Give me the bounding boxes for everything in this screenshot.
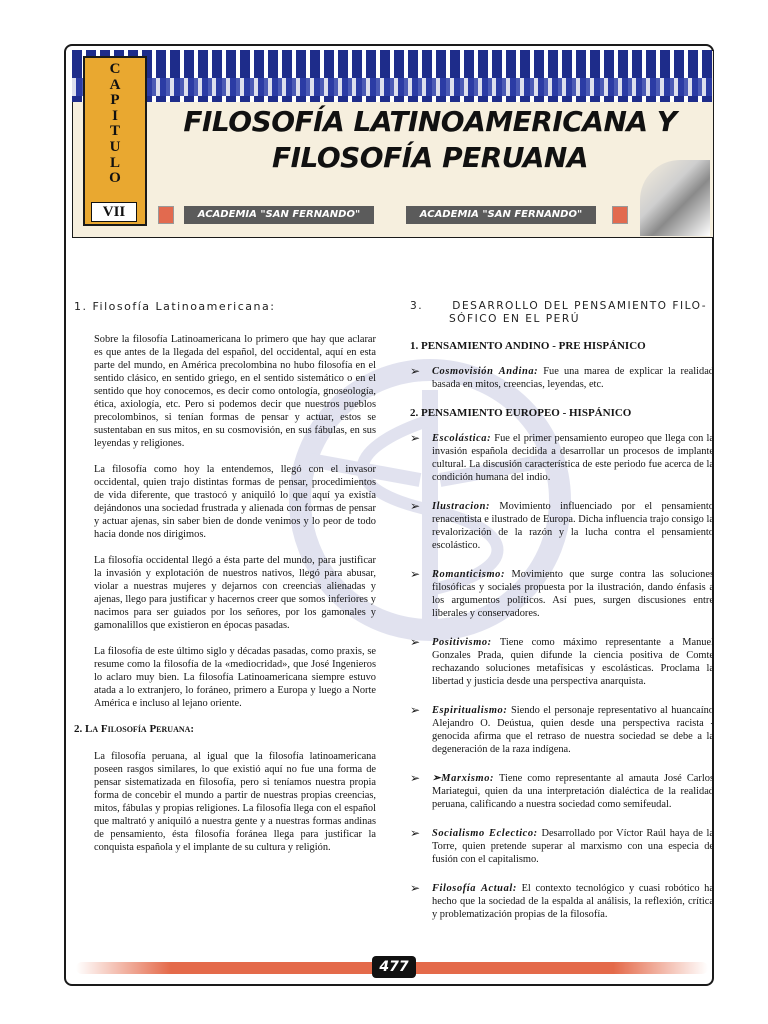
arrow-bullet-icon: ➢	[410, 364, 421, 378]
item-term: Ilustracion:	[432, 501, 491, 512]
chapter-letter: I	[112, 107, 118, 124]
item-term: ➢Marxismo:	[432, 773, 495, 784]
header-stripes-accent	[72, 78, 712, 96]
arrow-bullet-icon: ➢	[410, 499, 421, 513]
list-item	[410, 500, 714, 552]
list-item	[410, 432, 714, 484]
academy-bar	[156, 206, 626, 224]
paragraph: La filosofía occidental llegó a ésta parte del mundo, para justificar la invasión y explotación de nuestros nativos, llegó para abusar, violar a nuestras mujeres y dejarnos con creencias alienadas y ajenas, llego para justificar y hacernos creer que somos inferiores y nacimos para ser guiados por los señores, por los gamonales y gamonalillos que existieron en épocas pasadas.	[94, 555, 376, 631]
paragraph: Sobre la filosofía Latinoamericana lo primero que hay que aclarar es que antes de la llegada del español, del occidental, aquí en esta parte del mundo, en América precolombina no hubo filosofía en el sentido clásico, en sentido griego, en el sentido sistemático o en el sentido que hoy conocemos, es decir como ontología, gnoseología, ética, axiología, etc. Pero si podemos decir que nuestros pueblos precolombinos, si tenían formas de pensar y actuar, estos se sustentaban en sus mitos, en su cosmovisión, en sus fábulas, en sus leyendas y religiones.	[94, 334, 376, 449]
academy-label-right: ACADEMIA "SAN FERNANDO"	[406, 206, 596, 224]
chapter-letter: P	[110, 92, 120, 109]
subheading-andino: 1. PENSAMIENTO ANDINO - PRE HISPÁNICO	[410, 340, 646, 352]
item-term: Socialismo Eclectico:	[432, 828, 538, 839]
chapter-badge	[83, 56, 147, 226]
section-1-body	[74, 333, 376, 710]
item-term: Positivismo:	[432, 637, 492, 648]
page-curl-decoration	[640, 160, 710, 236]
right-column	[410, 300, 714, 937]
section-heading-3: 3. DESARROLLO DEL PENSAMIENTO FILO- SÓFICO EN EL PERÚ	[410, 300, 708, 325]
chapter-letter: T	[109, 123, 120, 140]
item-text: Desarrollado por Víctor Raúl haya de la Torre, quien pretende superar al marxismo con una especia de fusión con el capitalismo.	[432, 828, 714, 865]
item-term: Cosmovisión Andina:	[432, 366, 539, 377]
item-term: Espiritualismo:	[432, 705, 508, 716]
page-number: 477	[372, 956, 416, 978]
chapter-number: VII	[91, 202, 137, 222]
item-text: Fue el primer pensamiento europeo que llega con la invasión española decidida a desarrollar un procesos de implante cultural. La discusión característica de este periodo fue acerca de la condición humana del indio.	[432, 433, 714, 483]
paragraph: La filosofía peruana, al igual que la filosofía latinoamericana poseen rasgos similares, lo que existió aquí no fue una forma de pensar sistematizada en filosofía, pero si teníamos nuestra propia forma de concebir el mundo a partir de nuestras propias creencias, mitos, fábulas y propias religiones. La filosofía llega con el español que maltrató y aniquiló a nuestra gente y a nuestras formas andinas de pensamiento, ésta filosofía foránea llega para justificar la conquista española y el implante de su cultura y religión.	[94, 751, 376, 853]
item-text: Movimiento influenciado por el pensamiento renacentista e ilustrado de Europa. Dicha influencia trajo consigo la revalorización de la razón y la lucha contra el pensamiento escolástico.	[432, 501, 714, 551]
chapter-letter: U	[109, 138, 121, 155]
chapter-label	[85, 62, 145, 187]
page-title	[150, 104, 710, 176]
list-item	[410, 882, 714, 921]
section-heading-1: 1. Filosofía Latinoamericana:	[74, 300, 276, 313]
item-text: Movimiento que surge contra las soluciones filosóficas y sociales propuesta por la ilustración, dando énfasis a los argumentos políticos. Así pues, surgen discusiones entre liberales y conservadores.	[432, 569, 714, 619]
list-item	[410, 636, 714, 688]
list-item	[410, 704, 714, 756]
list-item	[410, 365, 714, 391]
list-item	[410, 568, 714, 620]
chapter-letter: L	[109, 154, 120, 171]
chapter-letter: O	[109, 170, 121, 187]
list-item	[410, 827, 714, 866]
item-term: Romanticismo:	[432, 569, 506, 580]
section-heading-2: 2. La Filosofía Peruana:	[74, 723, 195, 735]
title-line-2: FILOSOFÍA PERUANA	[271, 141, 589, 174]
list-item	[410, 772, 714, 811]
arrow-bullet-icon: ➢	[410, 771, 421, 785]
chapter-letter: A	[109, 76, 121, 93]
europeo-list	[410, 432, 714, 921]
left-column	[74, 300, 376, 867]
item-text: Tiene como representante al amauta José Carlos Mariategui, quien da una interpretación dialéctica de la realidad peruana, calificando a nuestra sociedad como semifeudal.	[432, 773, 714, 810]
item-text: Fue una marea de explicar la realidad basada en mitos, creencias, leyendas, etc.	[432, 366, 714, 390]
academy-label-left: ACADEMIA "SAN FERNANDO"	[184, 206, 374, 224]
item-term: Filosofía Actual:	[432, 883, 517, 894]
item-text: El contexto tecnológico y cuasi robótico ha hecho que la sociedad de la espalda al análisis, la reflexión, crítica y problematización propias de la filosofía.	[432, 883, 714, 920]
arrow-bullet-icon: ➢	[410, 635, 421, 649]
section-2-body	[74, 750, 376, 854]
andino-list	[410, 365, 714, 391]
subheading-europeo: 2. PENSAMIENTO EUROPEO - HISPÁNICO	[410, 407, 632, 419]
arrow-bullet-icon: ➢	[410, 881, 421, 895]
arrow-bullet-icon: ➢	[410, 826, 421, 840]
paragraph: La filosofía como hoy la entendemos, llegó con el invasor occidental, quien trajo distintas formas de pensar, procedimientos de vida diferente, que trastocó y aniquiló lo que aquí ya existía dejándonos una sociedad frustrada y alienada con formas de pensar y actuar ajenas, sin saber bien de donde venimos y lo peor de todo hacia donde nos dirigimos.	[94, 464, 376, 540]
arrow-bullet-icon: ➢	[410, 703, 421, 717]
arrow-bullet-icon: ➢	[410, 431, 421, 445]
item-text: Tiene como máximo representante a Manuel Gonzales Prada, quien difunde la ciencia positiva de Comte rechazando soluciones metafísicas y escolásticas. Proclama la libertad y justicia desde una perspectiva anarquista.	[432, 637, 714, 687]
paragraph: La filosofía de este último siglo y décadas pasadas, como praxis, se resume como la filosofía de la «mediocridad», que José Ingenieros lo aclaro muy bien. La filosofía Latinoamericana siempre estuvo atada a lo extranjero, lo foráneo, primero a Europa y luego a Norte América e incluso al lejano oriente.	[94, 646, 376, 709]
arrow-bullet-icon: ➢	[410, 567, 421, 581]
chapter-letter: C	[109, 61, 121, 77]
item-term: Escolástica:	[432, 433, 492, 444]
item-text: Siendo el personaje representativo al huancaíno Alejandro O. Deústua, quien desde una perspectiva racista - genocida afirma que el retraso de nuestra sociedad se debe a la degeneración de la raza indígena.	[432, 705, 714, 755]
title-line-1: FILOSOFÍA LATINOAMERICANA Y	[183, 105, 677, 138]
